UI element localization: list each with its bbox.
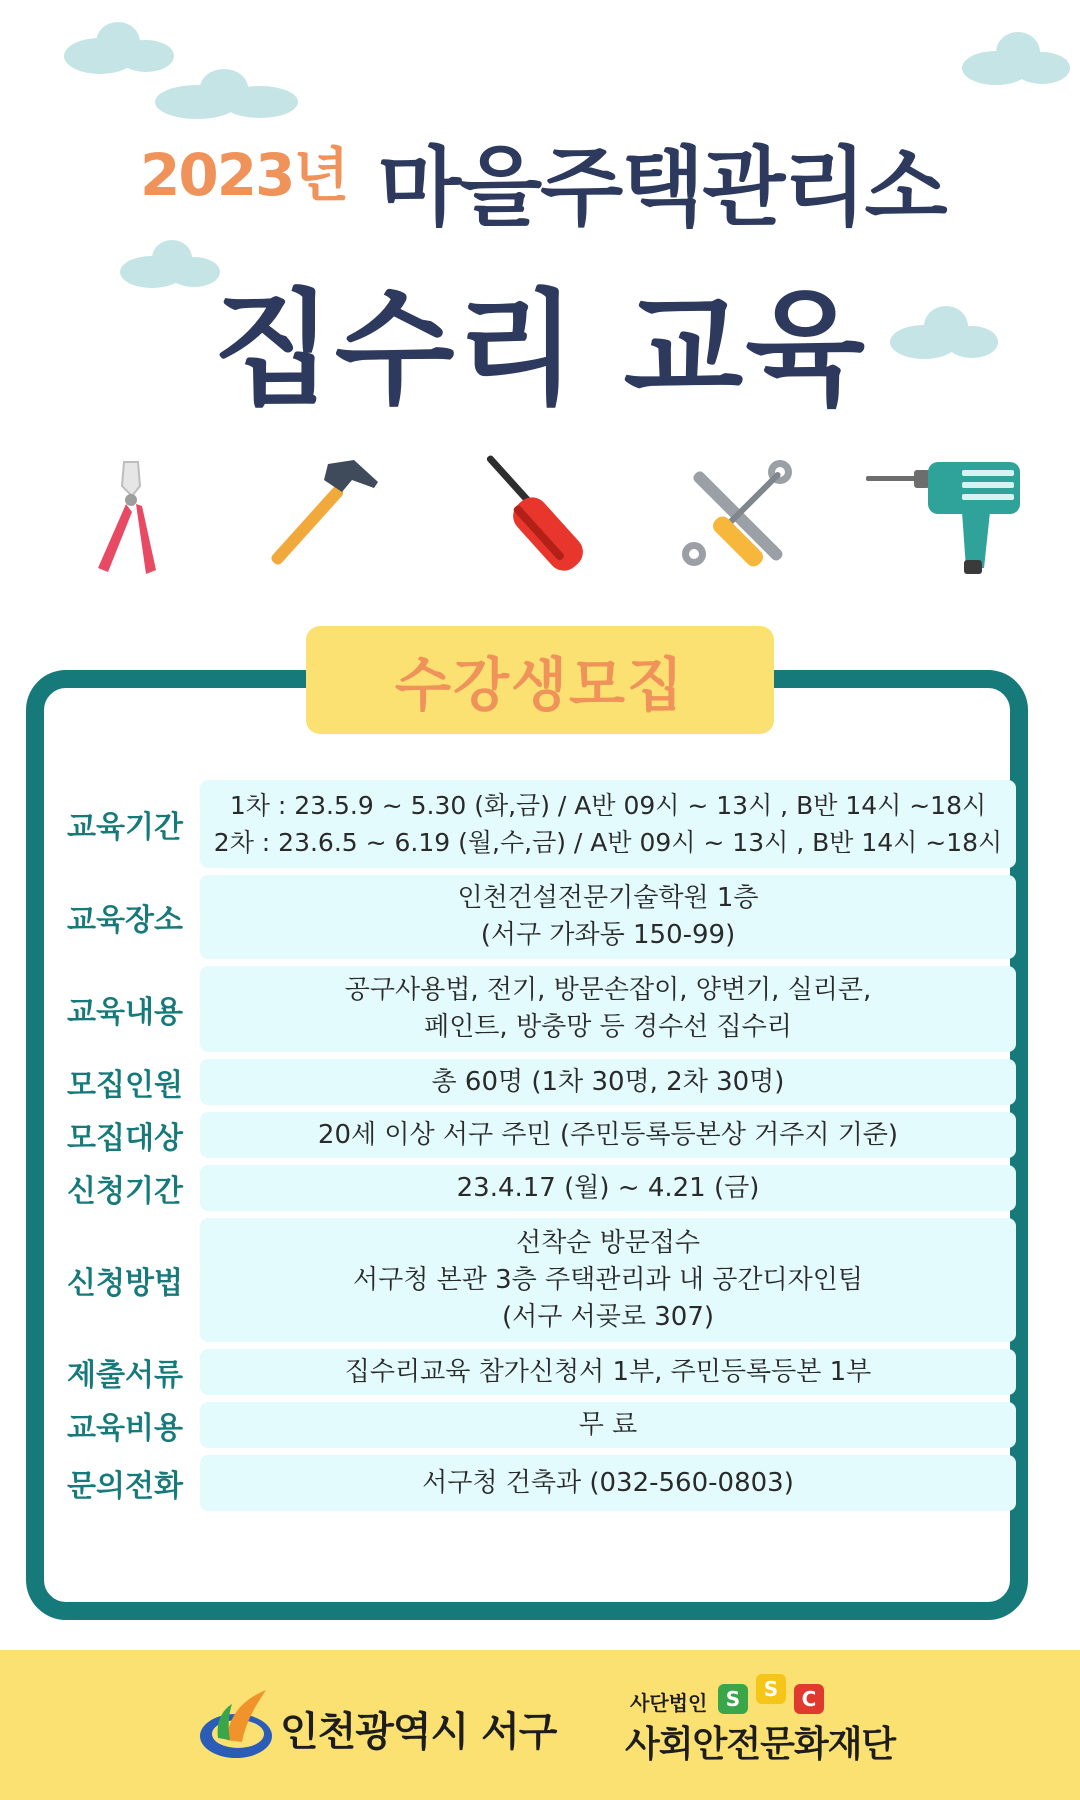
- row-value: [200, 966, 1016, 1052]
- info-row: [50, 1112, 1016, 1158]
- value-line: 1차 : 23.5.9 ~ 5.30 (화,금) / A반 09시 ~ 13시 , B반 14시 ~18시: [229, 791, 987, 820]
- info-row: [50, 1455, 1016, 1511]
- row-value: [200, 780, 1016, 868]
- info-row: [50, 875, 1016, 959]
- row-value: [200, 1112, 1016, 1158]
- page-title: 마을주택관리소: [378, 138, 946, 238]
- info-row: [50, 1059, 1016, 1105]
- row-label: 제출서류: [67, 1358, 183, 1393]
- row-value: [200, 1349, 1016, 1395]
- value-line: 총 60명 (1차 30명, 2차 30명): [431, 1066, 785, 1097]
- row-label: 문의전화: [67, 1469, 183, 1504]
- seogu-logo-icon: [196, 1684, 278, 1764]
- value-line: 23.4.17 (월) ~ 4.21 (금): [456, 1172, 760, 1203]
- value-line: 무 료: [578, 1409, 638, 1440]
- row-value: [200, 875, 1016, 959]
- row-label: 교육장소: [67, 903, 183, 938]
- org-safety-foundation: 사회안전문화재단: [625, 1724, 896, 1765]
- title-year: 2023년: [140, 141, 348, 209]
- org-type-label: 사단법인: [630, 1691, 708, 1715]
- wrench-screwdriver-icon: [676, 456, 800, 572]
- value-line: (서구 가좌동 150-99): [480, 920, 736, 950]
- value-line: 공구사용법, 전기, 방문손잡이, 양변기, 실리콘,: [344, 975, 872, 1005]
- row-label: 교육기간: [67, 810, 183, 845]
- pliers-icon: [88, 456, 168, 580]
- row-label: 모집인원: [67, 1068, 183, 1103]
- value-line: 20세 이상 서구 주민 (주민등록등본상 거주지 기준): [317, 1119, 899, 1150]
- cloud-icon: [152, 66, 302, 122]
- ssc-s2-badge: S: [756, 1674, 786, 1704]
- row-value: [200, 1059, 1016, 1105]
- info-row: [50, 1165, 1016, 1211]
- page-subtitle: 집수리 교육: [212, 278, 868, 422]
- row-value: [200, 1455, 1016, 1511]
- value-line: 2차 : 23.6.5 ~ 6.19 (월,수,금) / A반 09시 ~ 13시 , B반 14시 ~18시: [213, 828, 1003, 857]
- info-row: [50, 1218, 1016, 1342]
- value-line: 집수리교육 참가신청서 1부, 주민등록등본 1부: [344, 1356, 872, 1387]
- ssc-s1-badge: S: [718, 1684, 748, 1714]
- ssc-c-badge: C: [794, 1684, 824, 1714]
- info-row: [50, 966, 1016, 1052]
- recruit-badge: 수강생모집: [306, 626, 774, 734]
- row-label: 교육비용: [67, 1411, 183, 1446]
- hammer-icon: [256, 458, 384, 574]
- info-table: [50, 780, 1016, 1518]
- value-line: 서구청 건축과 (032-560-0803): [422, 1467, 794, 1498]
- info-row: [50, 1402, 1016, 1448]
- row-label: 교육내용: [67, 995, 183, 1030]
- value-line: 서구청 본관 3층 주택관리과 내 공간디자인팀: [353, 1264, 863, 1295]
- value-line: (서구 서곶로 307): [501, 1301, 715, 1332]
- drill-icon: [866, 456, 1026, 578]
- row-value: [200, 1218, 1016, 1342]
- value-line: 인천건설전문기술학원 1층: [457, 883, 759, 913]
- screwdriver-icon: [478, 452, 604, 572]
- info-row: [50, 1349, 1016, 1395]
- row-label: 모집대상: [67, 1121, 183, 1156]
- value-line: 선착순 방문접수: [515, 1227, 701, 1258]
- row-label: 신청방법: [67, 1266, 183, 1301]
- row-value: [200, 1165, 1016, 1211]
- row-value: [200, 1402, 1016, 1448]
- org-seogu: 인천광역시 서구: [280, 1709, 557, 1755]
- cloud-icon: [958, 30, 1074, 90]
- value-line: 페인트, 방충망 등 경수선 집수리: [424, 1012, 792, 1042]
- info-row: [50, 780, 1016, 868]
- row-label: 신청기간: [67, 1174, 183, 1209]
